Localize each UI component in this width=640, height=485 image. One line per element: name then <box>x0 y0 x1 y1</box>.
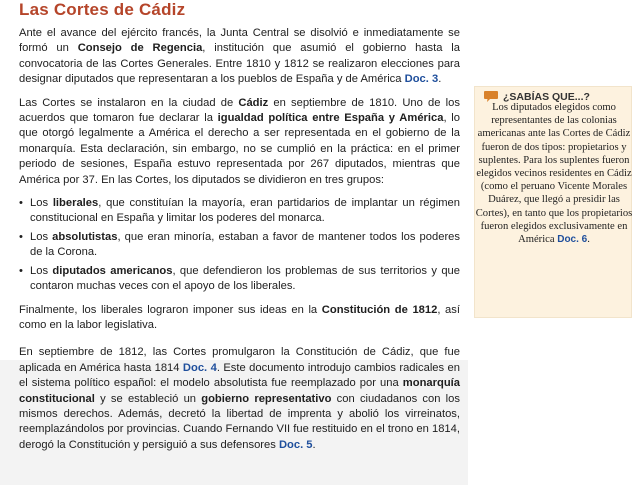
doc-reference: Doc. 5 <box>278 438 313 451</box>
bold-term: liberales <box>52 197 99 210</box>
sidebox-text <box>475 101 633 246</box>
page-title: Las Cortes de Cádiz <box>19 0 186 19</box>
bold-term: absolutistas <box>52 230 118 243</box>
text: , que constituían la mayoría, eran partidarios de implantar un régimen constitucional en España y limitar los poderes del monarca. <box>30 197 460 225</box>
list-item <box>19 264 460 295</box>
text: , lo que otorgó legalmente a América el derecho a ser representada en el gobierno de la monarquía. Esta declaración, sin embargo, no se cumplió en la práctica: en el primer periodo de sesiones, España estuvo representada por 267 diputados, mientras que América por 37. En las Cortes, los diputados se dividieron en tres grupos: <box>19 112 460 186</box>
bullet: • <box>19 264 23 277</box>
groups-list <box>19 196 460 294</box>
sidebox-heading: ¿SABÍAS QUE...? <box>503 91 590 103</box>
text: Los <box>30 230 53 243</box>
bold-term: igualdad política entre España y América <box>217 112 444 125</box>
text: con ciudadanos con los mismos derechos. Además, decretó la libertad de imprenta y abolió los virreinatos, reemplazándolos por provincias. Cuando Fernando VII fue restituido en el trono en 1814, derogó la Constitución y persiguió a sus defensores <box>19 392 460 451</box>
text: Los diputados elegidos como representantes de las colonias americanas ante las Cortes de Cádiz fueron de dos tipos: propietarios y suplentes. Para los suplentes fueron elegidos vecinos residentes en Cádiz (como el peruano Vicente Morales Duárez, que llegó a presidir las Cortes), en tanto que los propietarios fueron elegidos exclusivamente en América <box>475 102 633 246</box>
text: , que eran minoría, estaban a favor de mantener todos los poderes de la Corona. <box>30 230 460 259</box>
bullet: • <box>19 197 23 210</box>
did-you-know-box <box>474 86 632 318</box>
text: . <box>438 73 442 86</box>
text: , que defendieron los problemas de sus territorios y que contaron muchas veces con el apoyo de los liberales. <box>30 264 460 293</box>
list-item <box>19 196 460 227</box>
paragraph-2 <box>19 96 460 188</box>
text: Las Cortes se instalaron en la ciudad de <box>19 96 239 109</box>
bullet: • <box>19 230 23 243</box>
text: , institución que asumió el gobierno hasta la convocatoria de las Cortes Generales. Entre 1810 y 1812 se realizaron elecciones para designar diputados que representaran a los pueblos de España y de América <box>19 42 460 86</box>
text: . <box>312 438 316 451</box>
text: en septiembre de 1810. Uno de los acuerdos que tomaron fue declarar la <box>19 96 460 125</box>
bold-term: Constitución de 1812 <box>321 303 438 316</box>
text: Los <box>30 264 53 277</box>
main-text <box>19 26 460 461</box>
paragraph-3 <box>19 303 460 334</box>
text: En septiembre de 1812, las Cortes promulgaron la Constitución de Cádiz, que fue aplicada en América hasta 1814 <box>19 346 460 374</box>
paragraph-4 <box>19 345 460 453</box>
list-item <box>19 230 460 261</box>
bold-term: gobierno representativo <box>201 392 332 405</box>
text: , así como en la labor legislativa. <box>19 303 460 331</box>
bold-term: Cádiz <box>238 96 269 109</box>
bold-term: diputados americanos <box>52 264 173 277</box>
paragraph-1 <box>19 26 460 88</box>
doc-reference: Doc. 4 <box>182 361 217 374</box>
doc-reference: Doc. 3 <box>404 73 439 86</box>
text: Finalmente, los liberales lograron imponer sus ideas en la <box>19 303 322 316</box>
text: . <box>587 234 590 246</box>
text: Los <box>30 197 53 210</box>
doc-reference: Doc. 6 <box>557 234 588 246</box>
text: Ante el avance del ejército francés, la Junta Central se disolvió e inmediatamente se formó un <box>19 27 460 55</box>
text: . Este documento introdujo cambios radicales en el sistema político español: el modelo absolutista fue reemplazado por una <box>19 361 460 390</box>
bold-term: Consejo de Regencia <box>77 42 203 55</box>
text: y se estableció un <box>94 392 202 405</box>
bold-term: monarquía constitucional <box>19 377 460 405</box>
